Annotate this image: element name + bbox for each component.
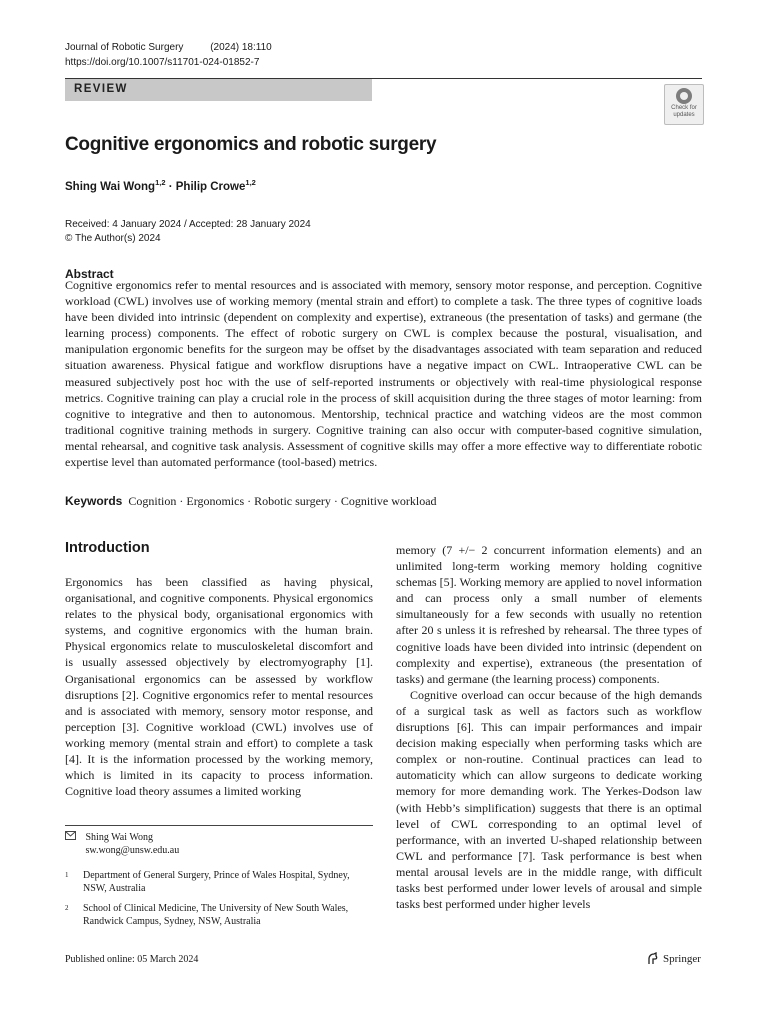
keywords-label: Keywords <box>65 494 123 508</box>
contact-name: Shing Wai Wong <box>85 832 153 843</box>
check-updates-line2: updates <box>673 111 695 118</box>
corresponding-author <box>65 831 179 857</box>
published-online-date: Published online: 05 March 2024 <box>65 954 199 965</box>
journal-name: Journal of Robotic Surgery <box>65 42 184 53</box>
affiliation <box>65 869 375 895</box>
publisher-logo[interactable] <box>646 952 701 968</box>
journal-volume: (2024) 18:110 <box>210 42 272 53</box>
abstract-heading: Abstract <box>65 267 114 281</box>
contact-email[interactable]: sw.wong@unsw.edu.au <box>85 845 180 856</box>
doi-link[interactable]: https://doi.org/10.1007/s11701-024-01852-7 <box>65 57 260 68</box>
author-name[interactable]: Philip Crowe <box>175 180 246 193</box>
affiliation-text: School of Clinical Medicine, The University of New South Wales, Randwick Campus, Sydney, NSW, Australia <box>83 903 349 927</box>
publisher-name: Springer <box>663 953 701 965</box>
author-affiliation-ref: 1,2 <box>245 178 256 187</box>
journal-header <box>65 40 296 70</box>
copyright-notice: © The Author(s) 2024 <box>65 233 161 244</box>
intro-right-column <box>396 542 702 912</box>
abstract-text: Cognitive ergonomics refer to mental resources and is associated with memory, sensory motor response, and perception. Cognitive workload (CWL) involves use of working memory (mental strain and effort) to complete a task. The three types of cognitive loads have been divided into intrinsic (dependent on complexity and expertise), extraneous (the presentation of tasks) and germane (the learning process) components. The effect of robotic surgery on CWL is complex because the postural, visualisation, and manipulation ergonomic benefits for the surgeon may be offset by the disadvantages associated with team separation and reduced situation awareness. Physical fatigue and workflow disruptions have a negative impact on CWL. Intraoperative CWL can be measured subjectively post hoc with the use of self-reported instruments or objectively with real-time physiological response metrics. Cognitive training can play a crucial role in the process of skill acquisition during the three stages of motor learning: from cognitive to integrative and then to autonomous. Mentorship, technical practice and watching videos are the most common traditional cognitive training methods in surgery. Cognitive training can also occur with computer-based cognitive simulation, mental rehearsal, and cognitive task analysis. Assessment of cognitive skills may offer a more effective way to differentiate robotic expertise level than automated performance (tool-based) metrics. <box>65 278 702 470</box>
author-affiliation-ref: 1,2 <box>155 178 166 187</box>
article-type-band <box>65 79 372 101</box>
intro-paragraph: memory (7 +/− 2 concurrent information elements) and an unlimited long-term working memory holding cognitive schemas [5]. Working memory are applied to novel information and can process only a small number of elements simultaneously for a few seconds with usually no retention after 20 s unless it is refreshed by rehearsal. The three types of cognitive loads have been divided into intrinsic (dependent on complexity and expertise), extraneous (the presentation of tasks) and germane (the learning process) components. <box>396 543 702 686</box>
keywords-line <box>65 494 437 509</box>
author-separator: · <box>165 180 176 193</box>
intro-left-column: Ergonomics has been classified as having physical, organisational, and cognitive components. Physical ergonomics relates to the physical body, organisational ergonomics with systems, and cognitive ergonomics with the human brain. Physical ergonomics relate to musculoskeletal discomfort and is usually assessed objectively by electromyography [1]. Organisational ergonomics can be assessed by workflow disruptions [2]. Cognitive ergonomics refer to mental resources and is associated with memory, sensory motor response, and perception [3]. Cognitive workload (CWL) involves use of working memory (mental strain and effort) to complete a task [4]. It is the information processed by the working memory, which is limited in its capacity to process information. Cognitive load theory assumes a limited working <box>65 575 373 799</box>
check-for-updates-icon[interactable] <box>664 84 704 125</box>
affiliation-number: 2 <box>65 904 69 912</box>
section-heading: Introduction <box>65 540 150 556</box>
intro-paragraph: Cognitive overload can occur because of the high demands of a surgical task as well as factors such as workflow disruptions [6]. This can impair performances and impair decision making especially when performing tasks which are complex or non-routine. Continual practices can lead to automaticity which can allow surgeons to dedicate working memory for more demanding work. The Yerkes-Dodson law (with Hebb’s simplification) suggests that there is an optimal level of CWL corresponding to an optimal level of performance, with an inverted U-shaped relationship between CWL and performance [7]. Task performance is best when mental arousal levels are in the middle range, with difficult tasks best performed under lower levels of arousal and simple tasks best performed under higher levels <box>396 687 702 912</box>
author-list <box>65 178 256 193</box>
article-dates <box>65 218 311 246</box>
article-title: Cognitive ergonomics and robotic surgery <box>65 134 437 155</box>
affiliation-number: 1 <box>65 871 69 879</box>
keywords-list: Cognition · Ergonomics · Robotic surgery · Cognitive workload <box>128 494 437 508</box>
check-updates-line1: Check for <box>671 105 697 111</box>
article-type-label: REVIEW <box>74 83 128 95</box>
affiliation <box>65 902 375 928</box>
envelope-icon <box>65 831 77 844</box>
affiliation-text: Department of General Surgery, Prince of Wales Hospital, Sydney, NSW, Australia <box>83 870 350 894</box>
updates-circle-icon <box>676 88 692 104</box>
springer-horse-icon <box>646 952 659 968</box>
received-accepted-dates: Received: 4 January 2024 / Accepted: 28 January 2024 <box>65 219 311 230</box>
footnote-rule <box>65 825 373 826</box>
author-name[interactable]: Shing Wai Wong <box>65 180 156 193</box>
